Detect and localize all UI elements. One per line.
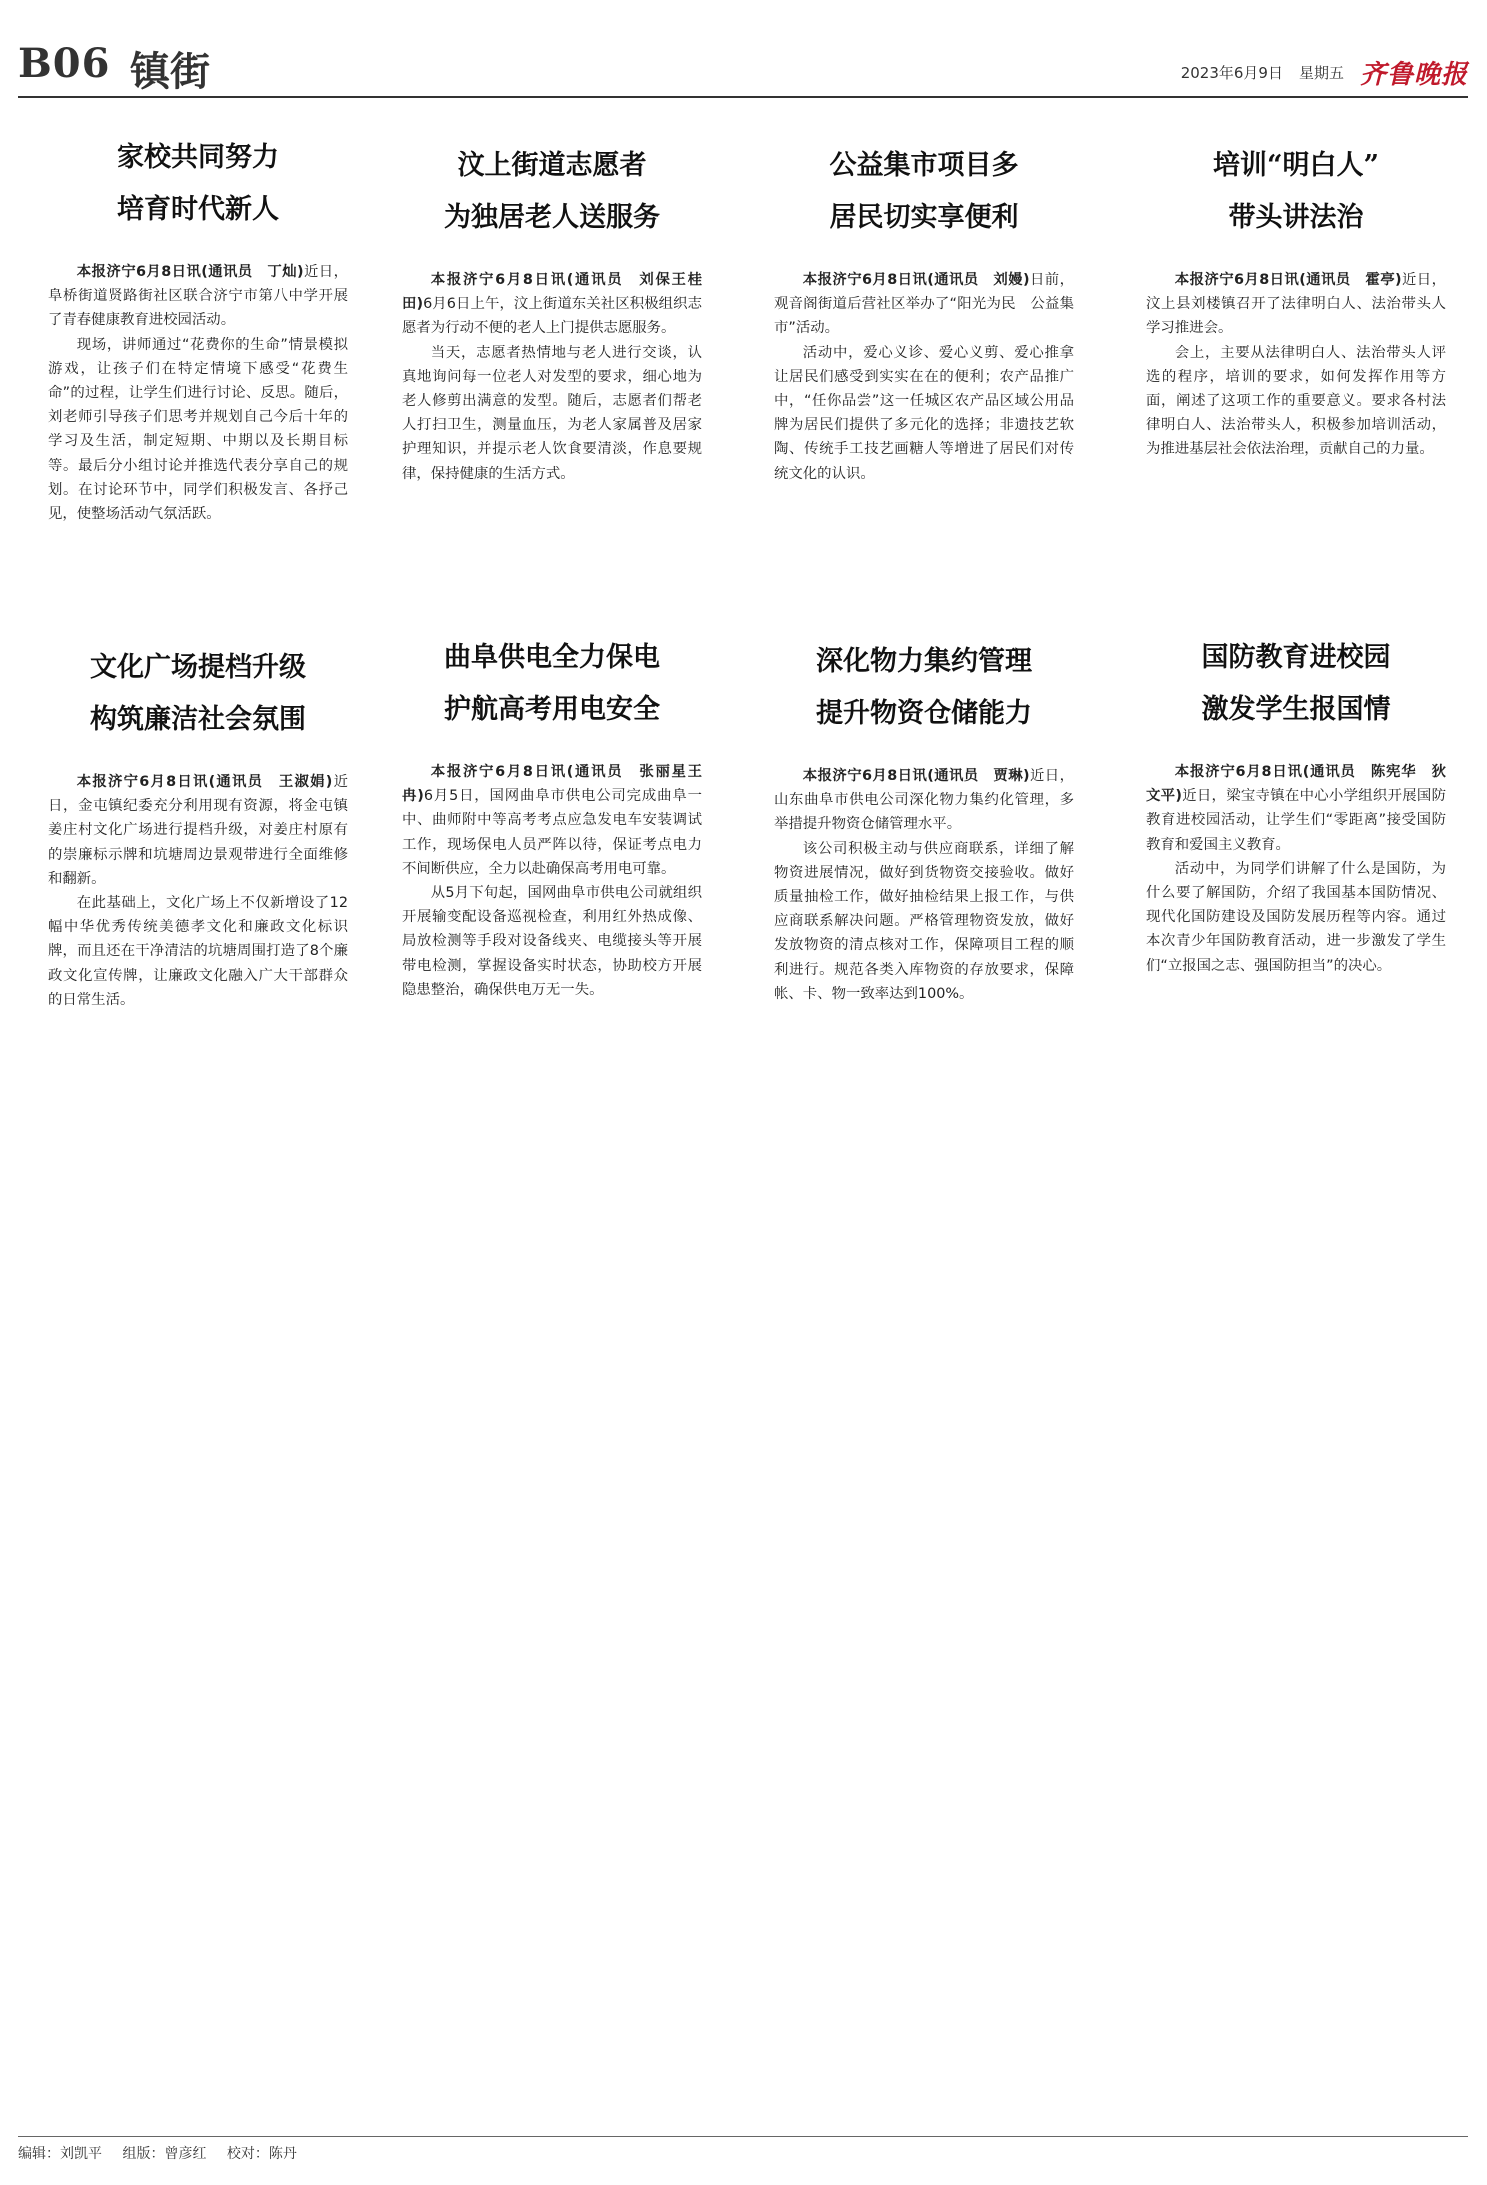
- article-body: [774, 764, 1074, 1006]
- article-headline: [48, 132, 348, 236]
- headline-line-1: 家校共同努力: [117, 142, 279, 173]
- article-body: [48, 260, 348, 526]
- paragraph: 在此基础上，文化广场上不仅新增设了12幅中华优秀传统美德孝文化和廉政文化标识牌，而且还在干净清洁的坑塘周围打造了8个廉政文化宣传牌，让廉政文化融入广大干部群众的日常生活。: [48, 895, 348, 1008]
- issue-weekday: 星期五: [1298, 64, 1344, 82]
- paragraph: 日前，观音阁街道后营社区举办了“阳光为民 公益集市”活动。: [774, 272, 1074, 337]
- article-headline: [1146, 632, 1446, 736]
- article-headline: [774, 140, 1074, 244]
- dateline: 本报济宁6月8日讯(通讯员 陈宪华 狄文平): [1146, 764, 1446, 805]
- dateline: 本报济宁6月8日讯(通讯员 霍亭): [1174, 272, 1402, 288]
- article-body: [774, 268, 1074, 486]
- article-2: [402, 140, 702, 486]
- headline-line-1: 国防教育进校园: [1201, 642, 1391, 673]
- article-headline: [402, 140, 702, 244]
- paragraph: 近日，阜桥街道贤路街社区联合济宁市第八中学开展了青春健康教育进校园活动。: [48, 264, 348, 329]
- article-headline: [402, 632, 702, 736]
- paragraph: 近日，汶上县刘楼镇召开了法律明白人、法治带头人学习推进会。: [1146, 272, 1446, 337]
- page-footer: [18, 2136, 1468, 2163]
- issue-date: 2023年6月9日: [1180, 64, 1283, 82]
- article-7: [774, 636, 1074, 1006]
- article-5: [48, 642, 348, 1012]
- section-title: 镇街: [130, 48, 210, 95]
- headline-line-1: 培训“明白人”: [1212, 150, 1380, 181]
- headline-line-2: 提升物资仓储能力: [816, 698, 1032, 729]
- headline-line-1: 曲阜供电全力保电: [444, 642, 660, 673]
- headline-line-1: 汶上街道志愿者: [457, 150, 647, 181]
- article-8: [1146, 632, 1446, 978]
- dateline: 本报济宁6月8日讯(通讯员 刘保王桂田): [402, 272, 702, 313]
- paragraph: 现场，讲师通过“花费你的生命”情景模拟游戏，让孩子们在特定情境下感受“花费生命”的过程，让学生们进行讨论、反思。随后，刘老师引导孩子们思考并规划自己今后十年的学习及生活，制定短期、中期以及长期目标等。最后分小组讨论并推选代表分享自己的规划。在讨论环节中，同学们积极发言、各抒己见，使整场活动气氛活跃。: [48, 336, 348, 523]
- headline-line-2: 激发学生报国情: [1201, 694, 1391, 725]
- paragraph: 当天，志愿者热情地与老人进行交谈，认真地询问每一位老人对发型的要求，细心地为老人修剪出满意的发型。随后，志愿者们帮老人打扫卫生，测量血压，为老人家属普及居家护理知识，并提示老人饮食要清淡，作息要规律，保持健康的生活方式。: [402, 344, 702, 482]
- newspaper-logo: 齐鲁晚报: [1359, 60, 1468, 90]
- headline-line-2: 构筑廉洁社会氛围: [90, 704, 306, 735]
- paragraph: 6月5日，国网曲阜市供电公司完成曲阜一中、曲师附中等高考考点应急发电车安装调试工作，现场保电人员严阵以待，保证考点电力不间断供应，全力以赴确保高考用电可靠。: [402, 788, 702, 877]
- headline-line-2: 居民切实享便利: [829, 202, 1019, 233]
- dateline: 本报济宁6月8日讯(通讯员 丁灿): [76, 264, 304, 280]
- headline-line-2: 培育时代新人: [117, 194, 279, 225]
- header-meta: [1181, 54, 1468, 91]
- article-body: [1146, 268, 1446, 462]
- footer-layout: 组版：曾彦红: [122, 2146, 207, 2162]
- paragraph: 近日，金屯镇纪委充分利用现有资源，将金屯镇姜庄村文化广场进行提档升级，对姜庄村原有的崇廉标示牌和坑塘周边景观带进行全面维修和翻新。: [48, 774, 348, 887]
- headline-line-2: 护航高考用电安全: [444, 694, 660, 725]
- paragraph: 会上，主要从法律明白人、法治带头人评选的程序，培训的要求，如何发挥作用等方面，阐述了这项工作的重要意义。要求各村法律明白人、法治带头人，积极参加培训活动，为推进基层社会依法治理，贡献自己的力量。: [1146, 344, 1446, 458]
- dateline: 本报济宁6月8日讯(通讯员 王淑娟): [76, 774, 333, 790]
- article-3: [774, 140, 1074, 486]
- article-headline: [1146, 140, 1446, 244]
- article-body: [1146, 760, 1446, 978]
- paragraph: 从5月下旬起，国网曲阜市供电公司就组织开展输变配设备巡视检查，利用红外热成像、局放检测等手段对设备线夹、电缆接头等开展带电检测，掌握设备实时状态，协助校方开展隐患整治，确保供电万无一失。: [402, 885, 702, 998]
- headline-line-1: 深化物力集约管理: [816, 646, 1032, 677]
- article-1: [48, 132, 348, 526]
- article-body: [402, 268, 702, 486]
- paragraph: 6月6日上午，汶上街道东关社区积极组织志愿者为行动不便的老人上门提供志愿服务。: [402, 296, 702, 337]
- article-body: [48, 770, 348, 1012]
- page-number: B06: [18, 40, 111, 87]
- paragraph: 活动中，爱心义诊、爱心义剪、爱心推拿让居民们感受到实实在在的便利；农产品推广中，“任你品尝”这一任城区农产品区域公用品牌为居民们提供了多元化的选择；非遗技艺软陶、传统手工技艺画糖人等增进了居民们对传统文化的认识。: [774, 344, 1074, 482]
- article-4: [1146, 140, 1446, 462]
- article-headline: [774, 636, 1074, 740]
- paragraph: 近日，山东曲阜市供电公司深化物力集约化管理，多举措提升物资仓储管理水平。: [774, 768, 1074, 833]
- paragraph: 活动中，为同学们讲解了什么是国防，为什么要了解国防，介绍了我国基本国防情况、现代化国防建设及国防发展历程等内容。通过本次青少年国防教育活动，进一步激发了学生们“立报国之志、强国防担当”的决心。: [1146, 860, 1446, 974]
- dateline: 本报济宁6月8日讯(通讯员 刘嫚): [802, 272, 1030, 288]
- dateline: 本报济宁6月8日讯(通讯员 贾琳): [802, 768, 1030, 784]
- headline-line-1: 公益集市项目多: [829, 150, 1019, 181]
- paragraph: 近日，梁宝寺镇在中心小学组织开展国防教育进校园活动，让学生们“零距离”接受国防教育和爱国主义教育。: [1146, 788, 1446, 853]
- headline-line-1: 文化广场提档升级: [90, 652, 306, 683]
- headline-line-2: 带头讲法治: [1228, 202, 1364, 233]
- article-headline: [48, 642, 348, 746]
- page-header: [18, 40, 1468, 98]
- footer-editor: 编辑：刘凯平: [18, 2146, 102, 2162]
- article-6: [402, 632, 702, 1002]
- footer-proof: 校对：陈丹: [226, 2146, 297, 2162]
- article-body: [402, 760, 702, 1002]
- paragraph: 该公司积极主动与供应商联系，详细了解物资进展情况，做好到货物资交接验收。做好质量抽检工作，做好抽检结果上报工作，与供应商联系解决问题。严格管理物资发放，做好发放物资的清点核对工作，保障项目工程的顺利进行。规范各类入库物资的存放要求，保障帐、卡、物一致率达到100%。: [774, 840, 1074, 1002]
- headline-line-2: 为独居老人送服务: [444, 202, 660, 233]
- dateline: 本报济宁6月8日讯(通讯员 张丽星王冉): [402, 764, 702, 805]
